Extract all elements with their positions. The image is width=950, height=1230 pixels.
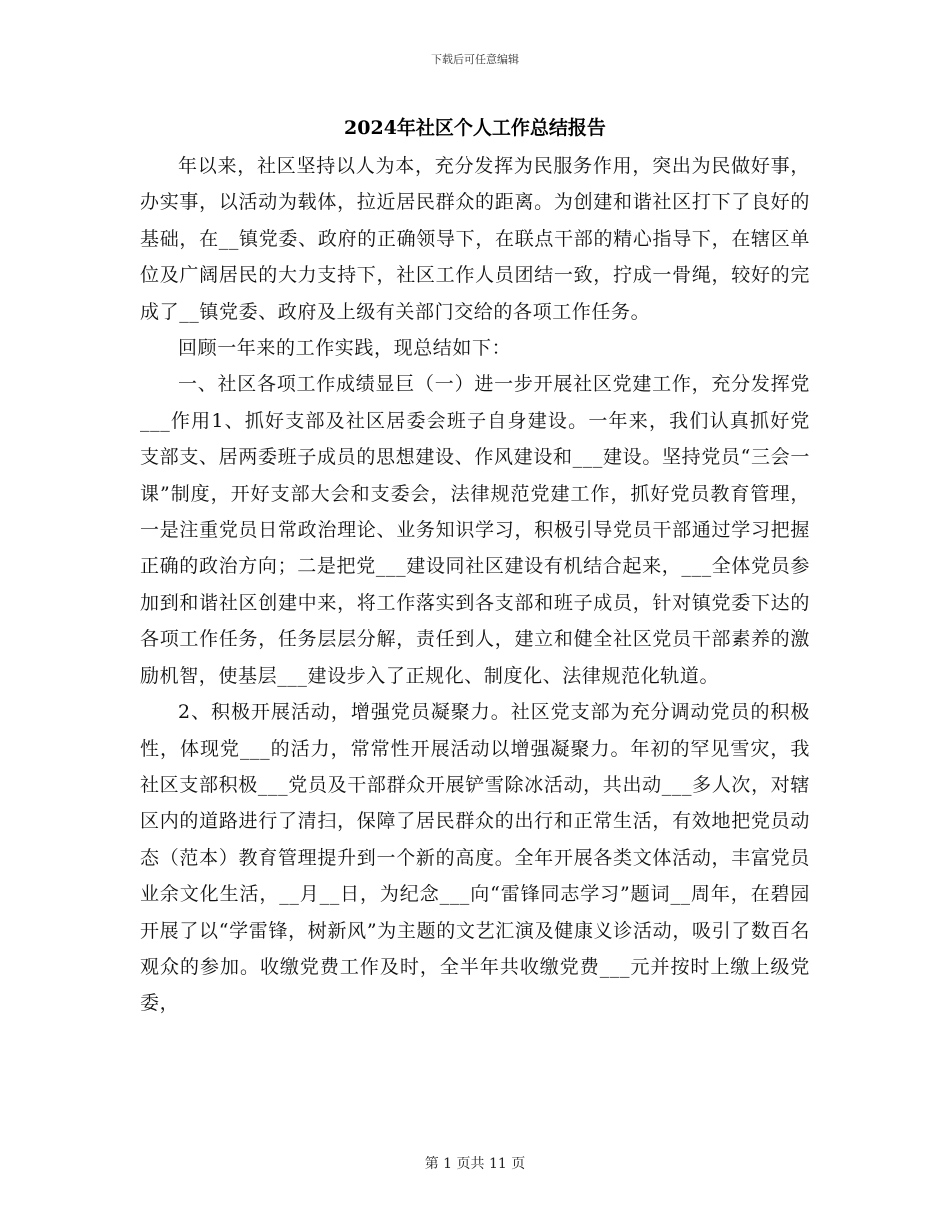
- document-body: [140, 148, 810, 1022]
- page-header-note: 下载后可任意编辑: [431, 53, 519, 66]
- page-number: 第 1 页共 11 页: [424, 1156, 526, 1172]
- paragraph-section-two: 2、积极开展活动，增强党员凝聚力。社区党支部为充分调动党员的积极性，体现党___的活力，常常性开展活动以增强凝聚力。年初的罕见雪灾，我社区支部积极___党员及干部群众开展铲雪除冰活动，共出动___多人次，对辖区内的道路进行了清扫，保障了居民群众的出行和正常生活，有效地把党员动态（范本）教育管理提升到一个新的高度。全年开展各类文体活动，丰富党员业余文化生活，__月__日，为纪念___向“雷锋同志学习”题词__周年，在碧园开展了以“学雷锋，树新风”为主题的文艺汇演及健康义诊活动，吸引了数百名观众的参加。收缴党费工作及时，全半年共收缴党费___元并按时上缴上级党委，: [140, 701, 810, 1015]
- paragraph-review: 回顾一年来的工作实践，现总结如下：: [178, 337, 512, 360]
- paragraph-section-one: 一、社区各项工作成绩显巨（一）进一步开展社区党建工作，充分发挥党___作用1、抓好支部及社区居委会班子自身建设。一年来，我们认真抓好党支部支、居两委班子成员的思想建设、作风建设和___建设。坚持党员“三会一课”制度，开好支部大会和支委会，法律规范党建工作，抓好党员教育管理，一是注重党员日常政治理论、业务知识学习，积极引导党员干部通过学习把握正确的政治方向；二是把党___建设同社区建设有机结合起来，___全体党员参加到和谐社区创建中来，将工作落实到各支部和班子成员，针对镇党委下达的各项工作任务，任务层层分解，责任到人，建立和健全社区党员干部素养的激励机智，使基层___建设步入了正规化、制度化、法律规范化轨道。: [140, 373, 810, 687]
- document-title: 2024年社区个人工作总结报告: [344, 117, 606, 139]
- paragraph-intro: 年以来，社区坚持以人为本，充分发挥为民服务作用，突出为民做好事，办实事，以活动为载体，拉近居民群众的距离。为创建和谐社区打下了良好的基础，在__镇党委、政府的正确领导下，在联点干部的精心指导下，在辖区单位及广阔居民的大力支持下，社区工作人员团结一致，拧成一骨绳，较好的完成了__镇党委、政府及上级有关部门交给的各项工作任务。: [140, 155, 810, 323]
